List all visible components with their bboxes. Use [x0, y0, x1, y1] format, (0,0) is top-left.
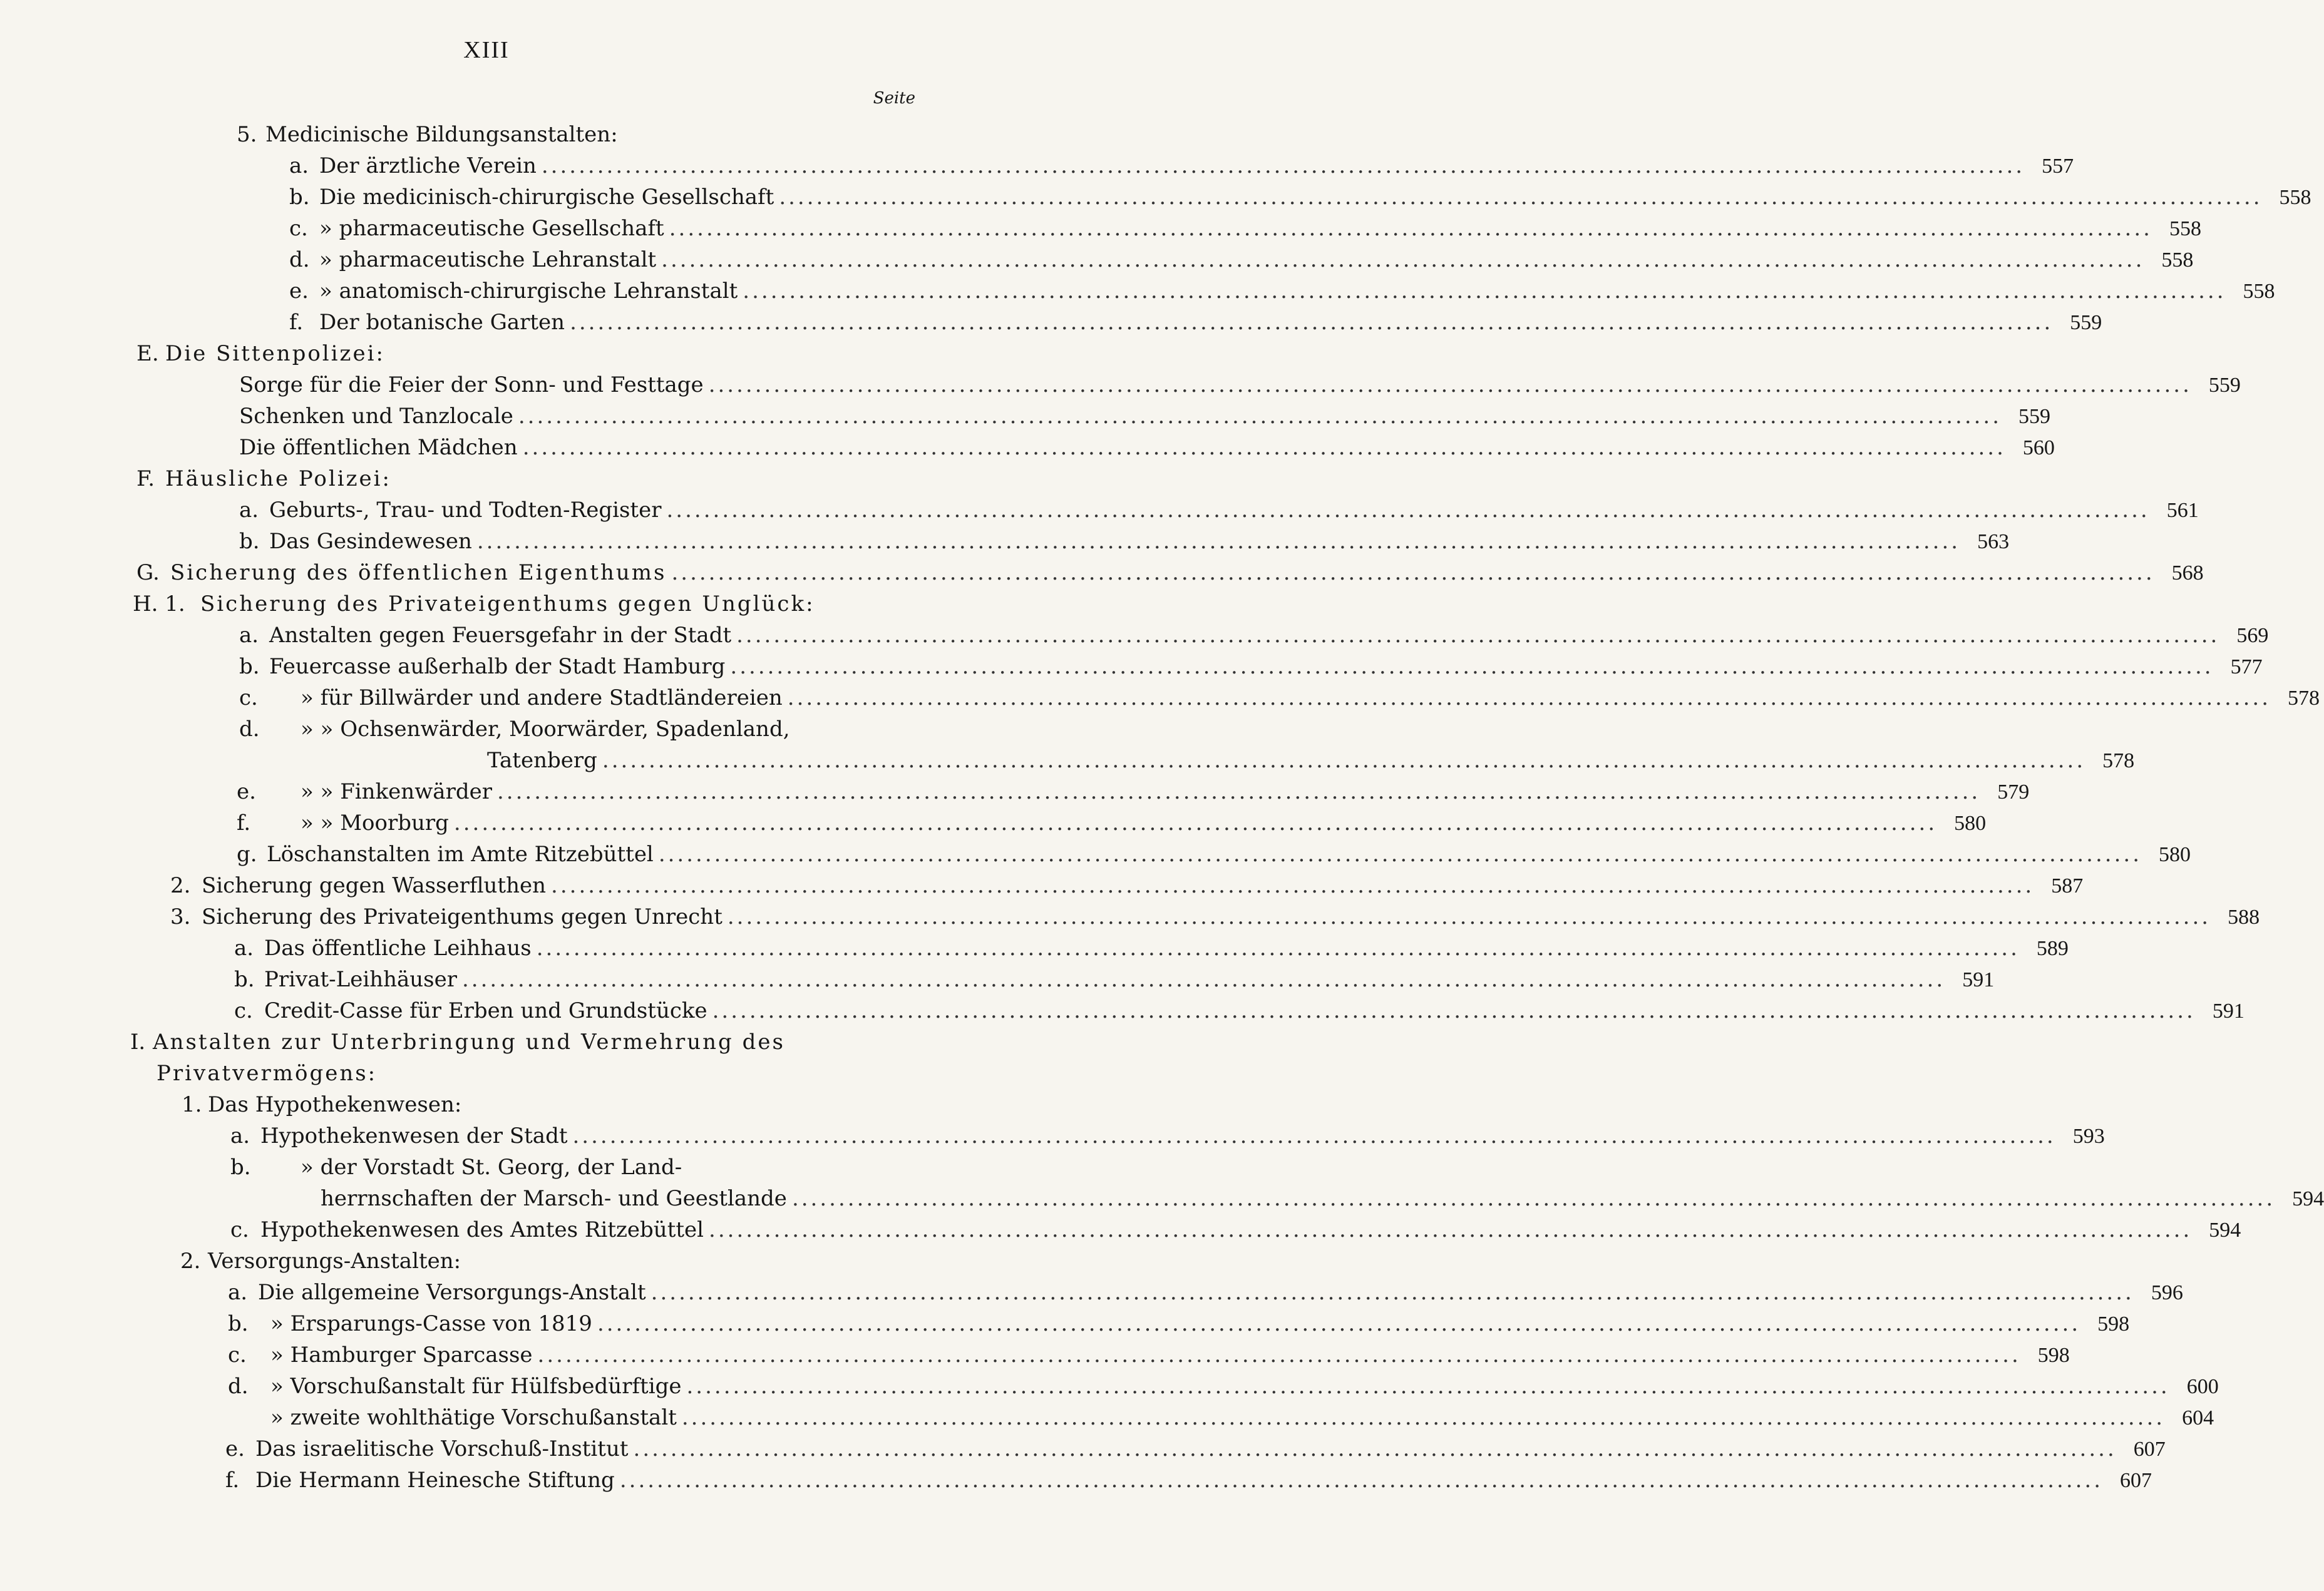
toc-title: Hypothekenwesen der Stadt — [260, 1123, 568, 1148]
toc-mark: f. — [225, 1468, 240, 1493]
toc-title: Sicherung des Privateigenthums gegen Unrecht — [202, 904, 722, 929]
toc-entry — [289, 150, 2074, 182]
leader-dots — [661, 494, 2149, 526]
toc-mark: c. — [228, 1343, 247, 1368]
toc-mark: b. — [230, 1155, 251, 1180]
toc-entry — [270, 1402, 2214, 1433]
toc-mark: a. — [234, 936, 254, 961]
toc-entry — [136, 463, 919, 494]
toc-entry — [239, 369, 2241, 401]
toc-page: 563 — [1977, 530, 2010, 553]
toc-mark: 3. — [170, 904, 191, 929]
leader-dots — [707, 995, 2196, 1026]
leader-dots — [787, 1183, 2275, 1214]
leader-dots — [546, 870, 2034, 901]
toc-entry — [157, 1058, 919, 1089]
toc-title: » für Billwärder und andere Stadtländereien — [301, 685, 783, 710]
toc-title: Versorgungs-Anstalten: — [208, 1249, 461, 1274]
toc-title: Der botanische Garten — [319, 310, 565, 335]
toc-entry — [237, 776, 2030, 807]
toc-title: Das Gesindewesen — [269, 529, 472, 554]
toc-mark: f. — [237, 811, 251, 836]
leader-dots — [646, 1277, 2134, 1308]
leader-dots — [666, 557, 2154, 588]
toc-entry — [133, 588, 919, 620]
leader-dots — [532, 933, 2020, 964]
toc-page: 594 — [2209, 1219, 2241, 1242]
toc-entry — [289, 307, 2102, 338]
toc-mark: a. — [239, 623, 259, 648]
toc-title: » zweite wohlthätige Vorschußanstalt — [270, 1405, 677, 1430]
leader-dots — [654, 839, 2142, 870]
toc-entry — [289, 275, 2275, 307]
toc-mark: b. — [234, 967, 255, 992]
leader-dots — [533, 1339, 2021, 1371]
toc-title: Die Sittenpolizei: — [165, 341, 385, 366]
toc-title: » Vorschußanstalt für Hülfsbedürftige — [270, 1374, 682, 1399]
toc-title: Die medicinisch-chirurgische Gesellschaft — [319, 185, 774, 210]
toc-mark: d. — [239, 717, 260, 742]
toc-mark: c. — [234, 998, 253, 1023]
toc-title: » » Moorburg — [301, 811, 449, 836]
toc-entry — [487, 745, 2135, 776]
toc-entry — [237, 807, 1987, 839]
toc-title: Anstalten gegen Feuersgefahr in der Stadt — [269, 623, 732, 648]
toc-entry — [239, 401, 2051, 432]
leader-dots — [725, 651, 2213, 682]
toc-page: 558 — [2243, 280, 2275, 303]
toc-entry — [239, 682, 2320, 714]
toc-page: 593 — [2072, 1125, 2105, 1148]
toc-page: 578 — [2102, 749, 2135, 772]
toc-title: Die Hermann Heinesche Stiftung — [255, 1468, 615, 1493]
toc-title: » der Vorstadt St. Georg, der Land- — [301, 1155, 682, 1180]
leader-dots — [513, 401, 2002, 432]
toc-page: 568 — [2171, 561, 2204, 585]
toc-entry — [239, 651, 2263, 682]
toc-title: » Ersparungs-Casse von 1819 — [270, 1311, 592, 1336]
toc-entry — [180, 1246, 919, 1277]
toc-entry — [228, 1371, 2219, 1402]
leader-dots — [722, 901, 2211, 933]
toc-mark: d. — [228, 1374, 249, 1399]
toc-mark: b. — [289, 185, 310, 210]
toc-entry — [230, 1152, 919, 1183]
toc-entry — [234, 995, 2244, 1026]
toc-title: Der ärztliche Verein — [319, 153, 537, 178]
toc-title: herrnschaften der Marsch- und Geestlande — [321, 1186, 787, 1211]
toc-page: 559 — [2018, 405, 2051, 428]
leader-dots — [457, 964, 1945, 995]
toc-title: Löschanstalten im Amte Ritzebüttel — [267, 842, 654, 867]
toc-entry — [170, 901, 2260, 933]
toc-title: » » Ochsenwärder, Moorwärder, Spadenland, — [301, 717, 790, 742]
leader-dots — [472, 526, 1960, 557]
toc-title: Die allgemeine Versorgungs-Anstalt — [258, 1280, 646, 1305]
toc-entry — [170, 870, 2084, 901]
toc-page: 598 — [2097, 1312, 2130, 1336]
toc-title: Sicherung des öffentlichen Eigenthums — [170, 560, 667, 585]
leader-dots — [537, 150, 2025, 182]
toc-entry — [289, 213, 2201, 244]
toc-page: 607 — [2120, 1469, 2152, 1492]
toc-page: 587 — [2051, 874, 2084, 898]
toc-page: 591 — [2212, 1000, 2244, 1023]
toc-page: 591 — [1962, 968, 1995, 991]
toc-page: 558 — [2279, 186, 2311, 209]
toc-entry — [239, 526, 2010, 557]
leader-dots — [656, 244, 2144, 275]
leader-dots — [783, 682, 2271, 714]
toc-mark: 1. — [182, 1092, 202, 1117]
leader-dots — [629, 1433, 2117, 1465]
toc-mark: a. — [228, 1280, 248, 1305]
toc-title: Das israelitische Vorschuß-Institut — [255, 1436, 629, 1461]
toc-entry — [230, 1214, 2241, 1246]
toc-page: 594 — [2292, 1187, 2324, 1210]
toc-page: 580 — [1954, 812, 1987, 835]
toc-page: 561 — [2166, 499, 2199, 522]
toc-title: » anatomisch-chirurgische Lehranstalt — [319, 279, 738, 304]
toc-page: 560 — [2022, 436, 2055, 459]
toc-title: Credit-Casse für Erben und Grundstücke — [264, 998, 707, 1023]
toc-title: Das öffentliche Leihhaus — [264, 936, 532, 961]
toc-page: 588 — [2228, 906, 2260, 929]
toc-entry — [182, 1089, 919, 1120]
toc-mark: b. — [228, 1311, 249, 1336]
leader-dots — [704, 1214, 2192, 1246]
toc-entry — [228, 1339, 2070, 1371]
toc-page: 579 — [1997, 780, 2030, 804]
toc-mark: a. — [239, 498, 259, 523]
toc-title: Sicherung gegen Wasserfluthen — [202, 873, 547, 898]
toc-page: 607 — [2133, 1438, 2166, 1461]
toc-entry — [239, 714, 919, 745]
toc-entry — [234, 964, 1995, 995]
toc-title: Geburts-, Trau- und Todten-Register — [269, 498, 662, 523]
toc-entry — [289, 244, 2194, 275]
toc-entry — [234, 933, 2069, 964]
leader-dots — [592, 1308, 2080, 1339]
leader-dots — [518, 432, 2006, 463]
toc-mark: b. — [239, 529, 260, 554]
toc-title: Feuercasse außerhalb der Stadt Hamburg — [269, 654, 726, 679]
toc-mark: I. — [130, 1030, 146, 1055]
leader-dots — [568, 1120, 2056, 1152]
toc-page: 558 — [2169, 217, 2201, 240]
toc-mark: g. — [237, 842, 257, 867]
toc-entry — [321, 1183, 2324, 1214]
toc-title: Sorge für die Feier der Sonn- und Festtage — [239, 372, 704, 397]
toc-mark: d. — [289, 247, 310, 272]
toc-entry — [239, 432, 2055, 463]
toc-mark: H. 1. — [133, 591, 185, 616]
toc-title: Medicinische Bildungsanstalten: — [265, 122, 618, 147]
leader-dots — [615, 1465, 2103, 1496]
toc-title: Anstalten zur Unterbringung und Vermehrung des — [153, 1030, 785, 1055]
toc-page: 604 — [2182, 1406, 2214, 1430]
toc-entry — [228, 1277, 2183, 1308]
leader-dots — [681, 1371, 2169, 1402]
toc-entry — [230, 1120, 2105, 1152]
leader-dots — [597, 745, 2085, 776]
page-number: XIII — [463, 37, 510, 63]
toc-entry — [239, 494, 2199, 526]
toc-page: 598 — [2037, 1344, 2070, 1367]
toc-mark: e. — [289, 279, 309, 304]
toc-mark: G. — [136, 560, 160, 585]
leader-dots — [738, 275, 2226, 307]
toc-mark: a. — [289, 153, 309, 178]
toc-mark: e. — [237, 779, 256, 804]
toc-title: » pharmaceutische Gesellschaft — [319, 216, 664, 241]
toc-mark: 5. — [237, 122, 257, 147]
toc-mark: E. — [136, 341, 159, 366]
toc-title: » » Finkenwärder — [301, 779, 492, 804]
toc-entry — [130, 1026, 919, 1058]
toc-entry — [225, 1465, 2152, 1496]
leader-dots — [449, 807, 1937, 839]
toc-title: » Hamburger Sparcasse — [270, 1343, 533, 1368]
toc-title: Das Hypothekenwesen: — [208, 1092, 462, 1117]
leader-dots — [565, 307, 2053, 338]
toc-entry — [289, 182, 2311, 213]
toc-title: Schenken und Tanzlocale — [239, 404, 513, 429]
leader-dots — [731, 620, 2219, 651]
toc-page: 557 — [2042, 155, 2074, 178]
toc-entry — [136, 338, 919, 369]
toc-title: » pharmaceutische Lehranstalt — [319, 247, 657, 272]
toc-title: Privatvermögens: — [157, 1061, 378, 1086]
leader-dots — [704, 369, 2192, 401]
toc-page: 600 — [2186, 1375, 2219, 1398]
toc-mark: c. — [230, 1217, 249, 1242]
toc-page: 558 — [2161, 248, 2194, 272]
leader-dots — [774, 182, 2262, 213]
toc-page: 596 — [2151, 1281, 2183, 1304]
toc-entry — [239, 620, 2269, 651]
toc-title: Privat-Leihhäuser — [264, 967, 457, 992]
toc-mark: e. — [225, 1436, 245, 1461]
toc-mark: c. — [239, 685, 258, 710]
toc-page: 578 — [2288, 687, 2320, 710]
toc-entry — [237, 839, 2191, 870]
toc-title: Sicherung des Privateigenthums gegen Unglück: — [200, 591, 815, 616]
toc-page: 569 — [2236, 624, 2269, 647]
leader-dots — [492, 776, 1980, 807]
toc-title: Hypothekenwesen des Amtes Ritzebüttel — [260, 1217, 704, 1242]
toc-mark: f. — [289, 310, 304, 335]
toc-mark: 2. — [170, 873, 191, 898]
toc-mark: a. — [230, 1123, 250, 1148]
toc-entry — [136, 557, 2204, 588]
leader-dots — [677, 1402, 2165, 1433]
toc-mark: 2. — [180, 1249, 201, 1274]
toc-entry — [228, 1308, 2130, 1339]
toc-title: Häusliche Polizei: — [165, 466, 391, 491]
toc-mark: c. — [289, 216, 308, 241]
toc-entry — [225, 1433, 2166, 1465]
toc-page: 589 — [2036, 937, 2069, 960]
toc-mark: F. — [136, 466, 155, 491]
toc-mark: b. — [239, 654, 260, 679]
toc-title: Tatenberg — [487, 748, 597, 773]
toc-page: 580 — [2159, 843, 2191, 866]
toc-entry — [237, 119, 919, 150]
toc-page: 577 — [2230, 655, 2263, 678]
leader-dots — [664, 213, 2152, 244]
toc-page: 559 — [2208, 374, 2241, 397]
toc-title: Die öffentlichen Mädchen — [239, 435, 518, 460]
toc-page: 559 — [2070, 311, 2102, 334]
page-column-label: Seite — [873, 89, 915, 108]
